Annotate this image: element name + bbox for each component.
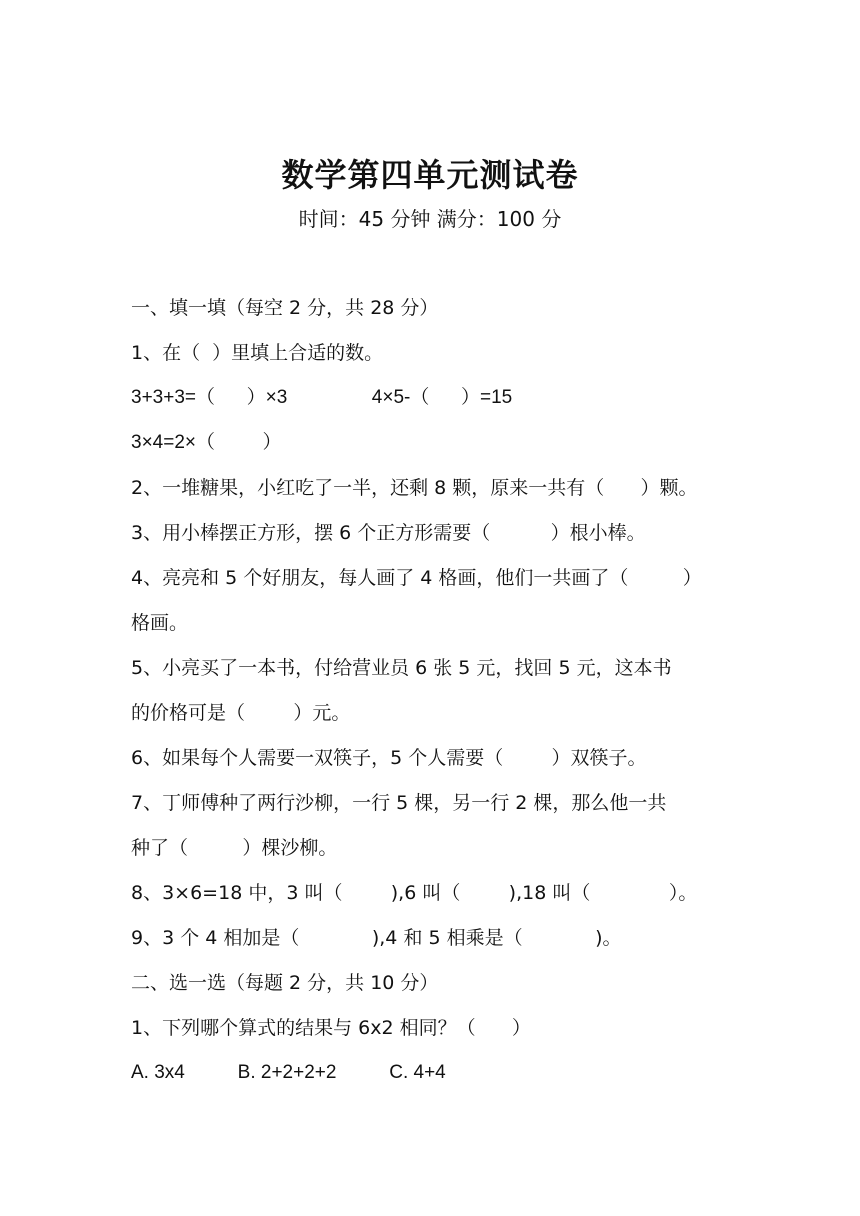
question-line: 9、3 个 4 相加是（ ),4 和 5 相乘是（ )。 bbox=[131, 927, 622, 949]
question-line: 的价格可是（ ）元。 bbox=[131, 702, 351, 724]
answer-options: A. 3x4 B. 2+2+2+2 C. 4+4 bbox=[131, 1062, 446, 1083]
question-line: 1、下列哪个算式的结果与 6x2 相同？（ ） bbox=[131, 1017, 531, 1039]
question-line: 5、小亮买了一本书，付给营业员 6 张 5 元，找回 5 元，这本书 bbox=[131, 657, 672, 679]
question-line: 8、3×6=18 中，3 叫（ ),6 叫（ ),18 叫（ ）。 bbox=[131, 882, 698, 904]
question-line: 4、亮亮和 5 个好朋友，每人画了 4 格画，他们一共画了（ ） bbox=[131, 567, 702, 589]
question-line: 种了（ ）棵沙柳。 bbox=[131, 837, 338, 859]
section-2-header: 二、选一选（每题 2 分，共 10 分） bbox=[131, 972, 439, 994]
question-line: 2、一堆糖果，小红吃了一半，还剩 8 颗，原来一共有（ ）颗。 bbox=[131, 477, 698, 499]
question-line: 3×4=2×（ ） bbox=[131, 432, 282, 453]
section-1-header: 一、填一填（每空 2 分，共 28 分） bbox=[131, 297, 439, 319]
question-line: 1、在（ ）里填上合适的数。 bbox=[131, 342, 384, 364]
question-line: 格画。 bbox=[131, 612, 189, 634]
question-line: 7、丁师傅种了两行沙柳，一行 5 棵，另一行 2 棵，那么他一共 bbox=[131, 792, 667, 814]
page-title: 数学第四单元测试卷 bbox=[281, 156, 579, 194]
exam-info: 时间：45 分钟 满分：100 分 bbox=[298, 207, 562, 231]
question-line: 6、如果每个人需要一双筷子，5 个人需要（ ）双筷子。 bbox=[131, 747, 647, 769]
question-line: 3、用小棒摆正方形，摆 6 个正方形需要（ ）根小棒。 bbox=[131, 522, 646, 544]
question-line: 3+3+3=（ ）×3 4×5-（ ）=15 bbox=[131, 387, 513, 408]
